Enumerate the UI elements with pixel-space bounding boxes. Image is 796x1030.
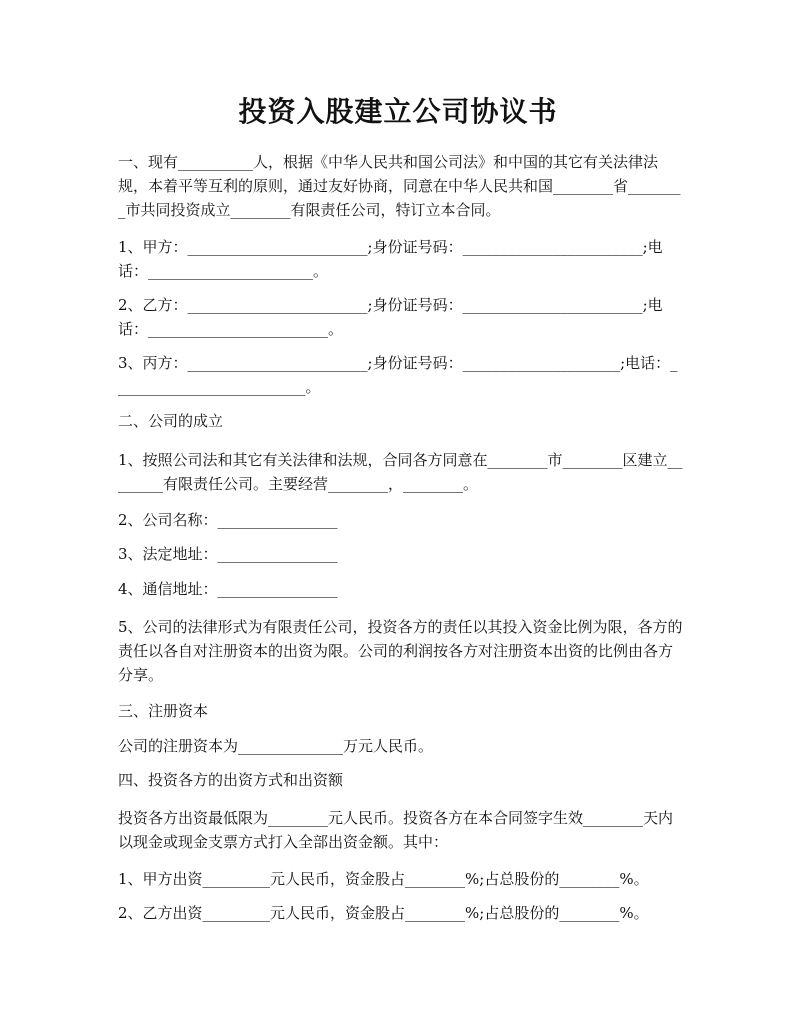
party-b-info: 2、乙方：________________________;身份证号码：________________________;电话：________________________。 — [118, 296, 663, 338]
section-heading-contribution: 四、投资各方的出资方式和出资额 — [118, 771, 344, 789]
legal-address-field: 3、法定地址：________________ — [118, 545, 338, 563]
clause-intro: 一、现有__________人，根据《中华人民共和国公司法》和中国的其它有关法律法规，本着平等互利的原则，通过友好协商，同意在中华人民共和国________省________市共同投资成立________有限责任公司，特订立本合同。 — [118, 153, 681, 219]
document-title: 投资入股建立公司协议书 — [238, 95, 558, 128]
clause-contribution: 投资各方出资最低限为________元人民币。投资各方在本合同签字生效________天内以现金或现金支票方式打入全部出资金额。其中： — [118, 809, 674, 851]
party-b-contribution: 2、乙方出资_________元人民币，资金股占________%;占总股份的________%。 — [118, 904, 649, 922]
clause-establishment: 1、按照公司法和其它有关法律和法规，合同各方同意在________市________区建立________有限责任公司。主要经营________，________。 — [118, 451, 683, 493]
section-heading-establishment: 二、公司的成立 — [118, 412, 224, 430]
clause-legal-form: 5、公司的法律形式为有限责任公司，投资各方的责任以其投入资金比例为限，各方的责任以各自对注册资本的出资为限。公司的利润按各方对注册资本出资的比例由各方分享。 — [118, 618, 683, 684]
party-a-info: 1、甲方：________________________;身份证号码：________________________;电话：______________________。 — [118, 238, 663, 280]
clause-registered-capital: 公司的注册资本为______________万元人民币。 — [118, 737, 434, 755]
section-heading-capital: 三、注册资本 — [118, 702, 209, 720]
party-c-info: 3、丙方：________________________;身份证号码：_____________________;电话：__________________________。 — [118, 354, 678, 396]
mailing-address-field: 4、通信地址：________________ — [118, 580, 338, 598]
party-a-contribution: 1、甲方出资_________元人民币，资金股占________%;占总股份的________%。 — [118, 870, 649, 888]
company-name-field: 2、公司名称：________________ — [118, 511, 338, 529]
